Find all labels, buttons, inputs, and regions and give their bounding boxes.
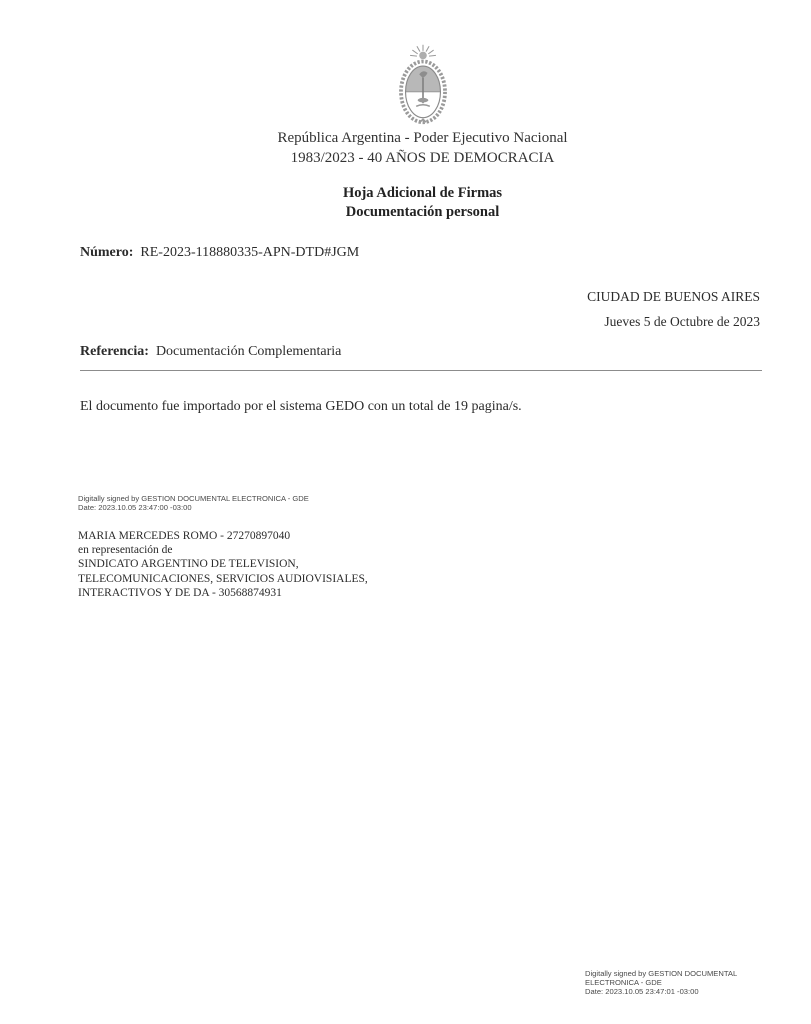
footer-signature-line2: ELECTRONICA - GDE xyxy=(585,978,662,988)
signer-org-line1: SINDICATO ARGENTINO DE TELEVISION, xyxy=(78,558,299,571)
dateline-date: Jueves 5 de Octubre de 2023 xyxy=(604,314,760,329)
signer-details xyxy=(78,529,418,600)
dateline-block xyxy=(587,284,760,334)
document-number-value: RE-2023-118880335-APN-DTD#JGM xyxy=(140,245,360,260)
signature-block xyxy=(78,494,418,600)
reference-value: Documentación Complementaria xyxy=(155,344,342,359)
document-number-line xyxy=(80,245,359,261)
dateline-city: CIUDAD DE BUENOS AIRES xyxy=(587,289,760,304)
footer-signature-line1: Digitally signed by GESTION DOCUMENTAL xyxy=(585,969,738,978)
emblem-container xyxy=(34,44,811,131)
reference-line xyxy=(80,344,341,360)
footer-signature-stamp xyxy=(585,969,737,997)
body-paragraph: El documento fue importado por el sistema GEDO con un total de 19 pagina/s. xyxy=(80,399,522,414)
signer-name: MARIA MERCEDES ROMO - 27270897040 xyxy=(78,530,291,542)
signer-org-line3: INTERACTIVOS Y DE DA - 30568874931 xyxy=(78,586,282,599)
digital-signature-stamp xyxy=(78,494,418,512)
digital-signature-line1: Digitally signed by GESTION DOCUMENTAL ELECTRONICA - GDE xyxy=(78,494,309,503)
header-democracy-line: 1983/2023 - 40 AÑOS DE DEMOCRACIA xyxy=(290,150,555,166)
document-title-block xyxy=(34,184,811,222)
footer-signature-line3: Date: 2023.10.05 23:47:01 -03:00 xyxy=(585,987,699,997)
document-subtitle: Documentación personal xyxy=(345,204,500,220)
document-title: Hoja Adicional de Firmas xyxy=(342,185,503,201)
header-block xyxy=(34,128,811,168)
header-republic-line: República Argentina - Poder Ejecutivo Nacional xyxy=(277,130,568,146)
digital-signature-line2: Date: 2023.10.05 23:47:00 -03:00 xyxy=(78,503,192,512)
signer-org-line2: TELECOMUNICACIONES, SERVICIOS AUDIOVISIALES, xyxy=(78,572,368,585)
document-number-label: Número: xyxy=(80,245,134,260)
reference-divider xyxy=(80,370,762,371)
signer-representation: en representación de xyxy=(78,544,173,557)
reference-label: Referencia: xyxy=(80,344,149,359)
